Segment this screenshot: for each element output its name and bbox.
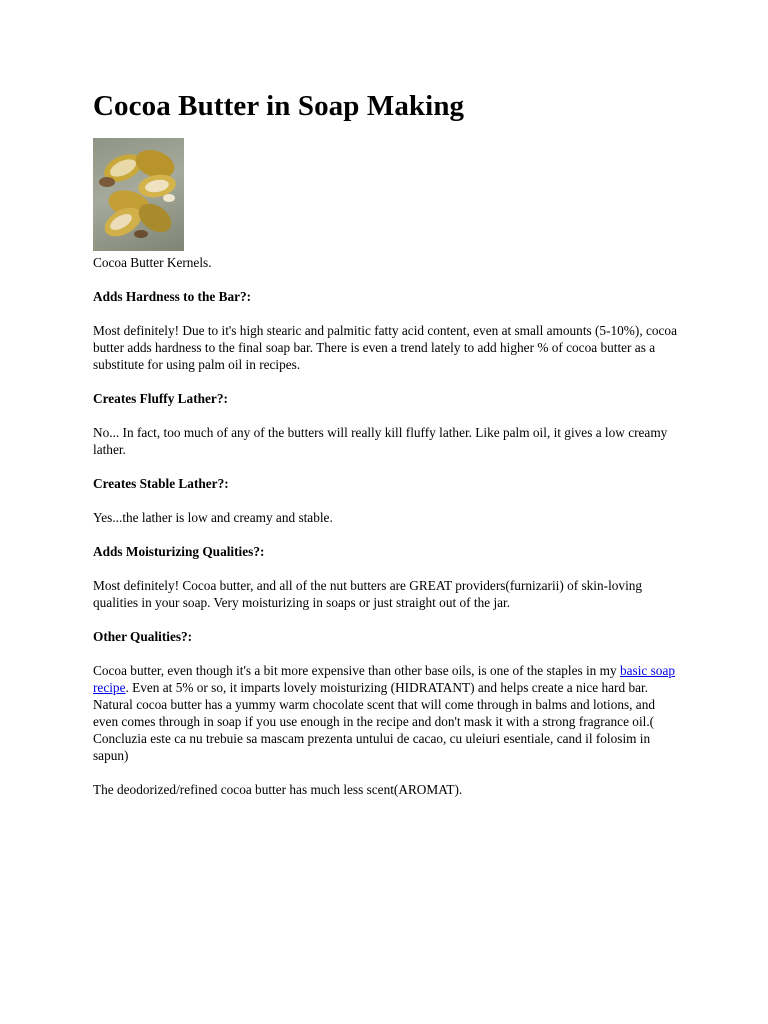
cocoa-pods-photo xyxy=(93,138,184,251)
section-text-after-link: . Even at 5% or so, it imparts lovely moisturizing (HIDRATANT) and helps create a nice hard bar. Natural cocoa butter has a yummy warm chocolate scent that will come through in balms and lotions, and even comes through in soap if you use enough in the recipe and don't mask it with a strong fragrance oil.( Concluzia este ca nu trebuie sa mascam prezenta untului de cacao, cu uleiuri esentiale, cand il folosim in sapun) xyxy=(93,680,656,763)
section-text: Most definitely! Due to it's high stearic and palmitic fatty acid content, even at small amounts (5-10%), cocoa butter adds hardness to the final soap bar. There is even a trend lately to add higher % of cocoa butter as a substitute for using palm oil in recipes. xyxy=(93,323,677,372)
section-heading: Adds Hardness to the Bar?: xyxy=(93,289,252,304)
section-text: Yes...the lather is low and creamy and stable. xyxy=(93,510,333,525)
section-text-with-link xyxy=(93,662,683,764)
image-caption: Cocoa Butter Kernels. xyxy=(93,255,212,270)
section-text: Most definitely! Cocoa butter, and all of the nut butters are GREAT providers(furnizarii) of skin-loving qualities in your soap. Very moisturizing in soaps or just straight out of the jar. xyxy=(93,578,643,610)
section-heading: Other Qualities?: xyxy=(93,629,193,644)
section-text-before-link: Cocoa butter, even though it's a bit more expensive than other base oils, is one of the staples in my xyxy=(93,663,620,678)
closing-text: The deodorized/refined cocoa butter has much less scent(AROMAT). xyxy=(93,782,463,797)
page-title: Cocoa Butter in Soap Making xyxy=(93,90,465,122)
section-heading: Creates Fluffy Lather?: xyxy=(93,391,228,406)
basic-soap-recipe-link[interactable]: basic soap recipe xyxy=(93,663,676,695)
document-content xyxy=(93,88,683,798)
section-heading: Creates Stable Lather?: xyxy=(93,476,229,491)
section-text: No... In fact, too much of any of the butters will really kill fluffy lather. Like palm oil, it gives a low creamy lather. xyxy=(93,425,668,457)
section-heading: Adds Moisturizing Qualities?: xyxy=(93,544,265,559)
